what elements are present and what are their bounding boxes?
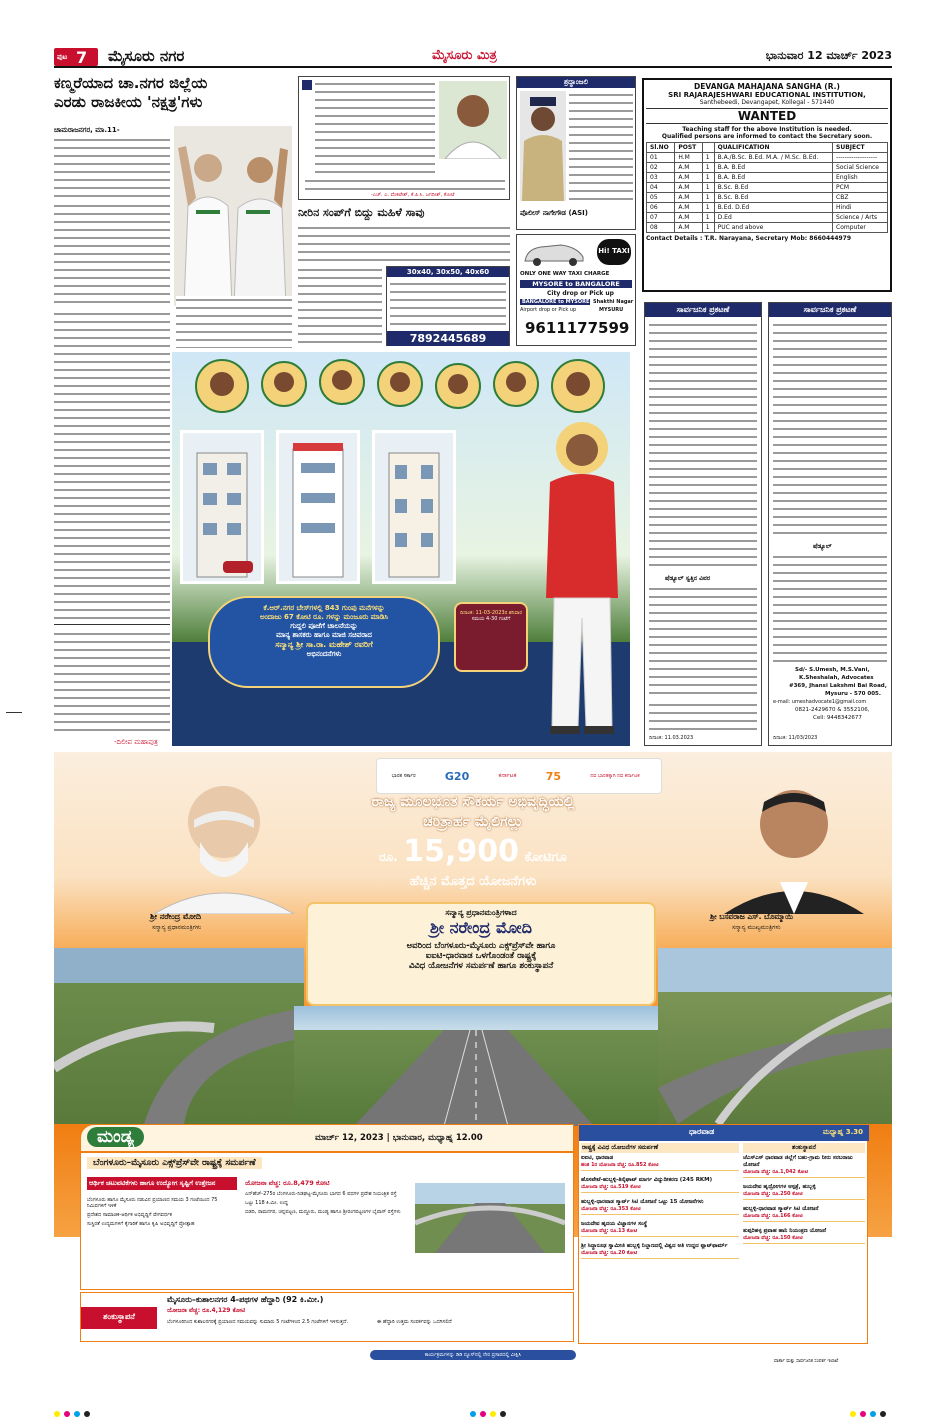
fold-mark [6, 712, 22, 713]
taxi-line7: MYSURU [599, 307, 624, 313]
table-row [647, 223, 888, 233]
wanted-ad [642, 78, 892, 292]
highway-thumbnail [415, 1183, 565, 1253]
highway2-bullet-1: ಬೆಂಗಳೂರಿನಿಂದ ಕುಶಾಲನಗರಕ್ಕೆ ಪ್ರಯಾಣದ ಸಮಯವನ್ನು ಸುಮಾರು 5 ಗಂಟೆಗಳಿಂದ 2.5 ಗಂಟೆಗಳಿಗೆ ಇಳಿಸುತ್ತದೆ. [167, 1319, 349, 1325]
mandya-datetime: ಮಾರ್ಚ್ 12, 2023 | ಭಾನುವಾರ, ಮಧ್ಯಾಹ್ನ 12.00 [315, 1133, 483, 1143]
housing-date: ದಿನಾಂಕ: 11-03-2023ರ ಶನಿವಾರ [460, 610, 522, 616]
project-name: ಹುಬ್ಬಳ್ಳಿ-ಧಾರವಾಡ ಸ್ಮಾರ್ಟ್ ಸಿಟಿ ಯೋಜನೆ [743, 1206, 819, 1212]
amount-value: 15,900 [403, 834, 520, 869]
lead-body-text-3 [54, 310, 170, 622]
quote-icon [302, 80, 312, 90]
mandya-title: ಮಂಡ್ಯ [87, 1127, 144, 1147]
table-row [647, 153, 888, 163]
lead-dateline: ಚಾಮರಾಜನಗರ, ಮಾ.11- [54, 126, 120, 134]
table-cell: PCM [833, 183, 888, 193]
list-item [581, 1221, 739, 1237]
table-row [647, 213, 888, 223]
expressway-photo-left [54, 948, 304, 1124]
table-cell: B.Sc. B.Ed [714, 183, 832, 193]
list-item: ಪ್ರದೇಶದ ಸಾಮಾಜಿಕ-ಆರ್ಥಿಕ ಅಭಿವೃದ್ಧಿಗೆ ವೇಗವರ್ಧಕ [87, 1212, 172, 1218]
registration-dots [54, 1402, 94, 1421]
housing-text-6: ಅಭಿನಂದನೆಗಳು [306, 650, 342, 658]
list-item: ಬಿಡದಿ, ರಾಮನಗರ, ಚನ್ನಪಟ್ಟಣ, ಮದ್ದೂರು, ಮಂಡ್ಯ ಹಾಗೂ ಶ್ರೀರಂಗಪಟ್ಟಣಗಳ ಬೈಪಾಸ್ ರಸ್ತೆಗಳು [245, 1209, 401, 1215]
amount-suffix: ಕೋಟಿಗೂ [524, 850, 567, 865]
building-render-1 [180, 430, 264, 584]
project-name: ಜಯದೇವ ಹೃದಯ ವಿಜ್ಞಾನಗಳ ಸಂಸ್ಥೆ [581, 1221, 648, 1227]
table-row [647, 203, 888, 213]
notice1-body-text [649, 321, 757, 571]
project-cost: ಯೋಜನಾ ವೆಚ್ಚ: ರೂ.250 ಕೋಟಿ [743, 1191, 803, 1197]
table-row [647, 193, 888, 203]
housing-text-4: ಮಾನ್ಯ ಶಾಸಕರು ಹಾಗೂ ಮಾಜಿ ಸಚಿವರಾದ [276, 631, 372, 639]
table-cell: 1 [702, 163, 714, 173]
taxi-line6: Shakthi Nagar [593, 299, 634, 305]
quote-body-text-2 [305, 177, 505, 191]
lead-divider [54, 624, 170, 625]
housing-congratulation-ad [172, 352, 630, 746]
project-name: ಜಯದೇವ ಹೃದ್ರೋಗಗಳ ಆಸ್ಪತ್ರೆ, ಹುಬ್ಬಳ್ಳಿ [743, 1184, 816, 1190]
housing-text-3: ಗುದ್ದಲಿ ಪೂಜೆಗೆ ಚಾಲನೆಯನ್ನು [290, 622, 358, 630]
table-cell: PUC and above [714, 223, 832, 233]
table-cell: A.M [675, 203, 702, 213]
amount-line [54, 834, 892, 869]
center-line-2: ಶ್ರೀ ನರೇಂದ್ರ ಮೋದಿ [429, 918, 533, 937]
project-name: ಐಐಟಿ, ಧಾರವಾಡ [581, 1155, 614, 1161]
politician-photo [439, 81, 507, 159]
highway2-bullet-2: ಈ ಹೆದ್ದಾರಿ ಉತ್ತಮ ಸಂಪರ್ಕವನ್ನು ಒದಗಿಸಲಿದೆ [377, 1319, 452, 1325]
news2-headline: ನೀರಿನ ಸಂಪ್‌ಗೆ ಬಿದ್ದು ಮಹಿಳೆ ಸಾವು [298, 206, 425, 219]
news2-body-text-3 [176, 296, 292, 348]
list-item [743, 1228, 865, 1244]
building-render-2 [276, 430, 360, 584]
dedication-list [581, 1155, 739, 1265]
page-label: ಪುಟ [57, 53, 68, 61]
masthead: ಮೈಸೂರು ಮಿತ್ರ [432, 48, 497, 63]
table-cell: 1 [702, 193, 714, 203]
table-header-cell: POST [675, 143, 702, 153]
news2-continued [176, 296, 294, 348]
logo-strip [376, 758, 662, 794]
highway2-cost: ಯೋಜನಾ ವೆಚ್ಚ: ರೂ.4,129 ಕೋಟಿ [167, 1307, 245, 1314]
center-line-5: ವಿವಿಧ ಯೋಜನೆಗಳ ಸಮರ್ಪಣೆ ಹಾಗೂ ಶಂಕುಸ್ಥಾಪನೆ [408, 961, 554, 971]
amount-line-2: ಹೆಚ್ಚಿನ ಮೊತ್ತದ ಯೋಜನೆಗಳು [409, 874, 537, 889]
public-notice-1 [644, 302, 762, 746]
table-cell: ------------------- [833, 153, 888, 163]
car-image [521, 239, 587, 267]
table-cell: A.M [675, 183, 702, 193]
table-cell: Hindi [833, 203, 888, 213]
taxi-line5: Airport drop or Pick up [520, 307, 577, 313]
table-cell: Computer [833, 223, 888, 233]
page-header [54, 46, 892, 68]
table-cell: B.A. B.Ed [714, 173, 832, 183]
wanted-title: WANTED [646, 108, 888, 124]
lead-byline: -ದಿಲೀಪ ಮಹಾಪುತ್ರ [114, 738, 158, 746]
table-header-cell [702, 143, 714, 153]
obituary-title: ಶ್ರದ್ಧಾಂಜಲಿ [517, 77, 635, 88]
notice2-phones: 0821-2429670 & 3552106, [795, 707, 870, 713]
lead-body-text-2 [54, 202, 170, 306]
notice2-date: ದಿನಾಂಕ: 11/03/2023 [773, 735, 818, 741]
project-name: ಶ್ರೀ ಸಿದ್ಧಾರೂಢ ಸ್ವಾಮೀಜಿ ಹುಬ್ಬಳ್ಳಿ ನಿಲ್ದಾಣದಲ್ಲಿ ವಿಶ್ವದ ಅತಿ ಉದ್ದದ ಪ್ಲಾಟ್‌ಫಾರ್ಮ್ [581, 1243, 728, 1249]
quote-body-text [315, 80, 435, 176]
wanted-address: Santhebeedi, Devangapet, Kollegal - 571440 [699, 99, 835, 106]
housing-text-5: ಸನ್ಮಾನ್ಯ ಶ್ರೀ ಸಾ.ರಾ. ಮಹೇಶ್ ರವರಿಗೆ [275, 640, 373, 649]
page-number-badge [54, 48, 98, 66]
table-cell: A.M [675, 173, 702, 183]
news-column [298, 76, 510, 346]
table-row [647, 163, 888, 173]
issue-date: ಭಾನುವಾರ 12 ಮಾರ್ಚ್ 2023 [765, 49, 892, 62]
center-line-4: ಐಐಟಿ-ಧಾರವಾಡ ಒಳಗೊಂಡಂತೆ ರಾಷ್ಟ್ರಕ್ಕೆ [425, 951, 537, 961]
leaders-photo [174, 126, 292, 306]
pm-role: ಸನ್ಮಾನ್ಯ ಪ್ರಧಾನಮಂತ್ರಿಗಳು [152, 924, 202, 931]
officer-name: ಪೊಲೀಸ್ ನಾಗೇಗೌಡ (ASI) [520, 209, 588, 217]
table-cell: 08 [647, 223, 675, 233]
officer-photo [520, 91, 566, 201]
table-cell: Science / Arts [833, 213, 888, 223]
mandya-section [80, 1152, 574, 1290]
dharwad-time: ಮಧ್ಯಾಹ್ನ 3.30 [822, 1128, 863, 1136]
wanted-table [646, 142, 888, 233]
lead-body-text-5 [54, 630, 170, 734]
table-cell: Social Science [833, 163, 888, 173]
sites-sizes: 30x40, 30x50, 40x60 [387, 267, 509, 277]
expressway-title: ಬೆಂಗಳೂರು–ಮೈಸೂರು ಎಕ್ಸ್‌ಪ್ರೆಸ್‌ವೇ ರಾಷ್ಟ್ರಕ್ಕೆ ಸಮರ್ಪಣೆ [87, 1157, 262, 1169]
dharwad-header [579, 1125, 869, 1141]
dharwad-section [578, 1124, 868, 1344]
table-cell: D.Ed [714, 213, 832, 223]
project-cost: ಹಂತ 1ರ ಯೋಜನಾ ವೆಚ್ಚ: ರೂ.852 ಕೋಟಿ [581, 1162, 659, 1168]
list-item [581, 1155, 739, 1171]
wanted-note2: Qualified persons are informed to contact the Secretary soon. [661, 133, 873, 140]
registration-dots-3 [850, 1402, 890, 1421]
table-header-cell: SUBJECT [833, 143, 888, 153]
news2-body-text [298, 224, 510, 262]
table-cell: 1 [702, 183, 714, 193]
table-cell: 1 [702, 223, 714, 233]
table-cell: A.M [675, 163, 702, 173]
azadi-75-logo: 75 [545, 769, 562, 783]
table-cell: 02 [647, 163, 675, 173]
table-cell: 1 [702, 213, 714, 223]
dharwad-title: ಧಾರವಾಡ [689, 1127, 715, 1136]
project-cost: ಯೋಜನಾ ವೆಚ್ಚ: ರೂ.1,042 ಕೋಟಿ [743, 1169, 808, 1175]
list-item [743, 1206, 865, 1222]
project-name: ಹುಬ್ಬಳ್ಳಿ-ಧಾರವಾಡ ಸ್ಮಾರ್ಟ್ ಸಿಟಿ ಯೋಜನೆ ಒಟ್ಟು 15 ಯೋಜನೆಗಳು [581, 1199, 704, 1205]
list-item: ಸುಸ್ಥಿರತೆ ಉದ್ಯಮಗಳಿಗೆ ಕೈಗಾರಿಕೆ ಹಾಗೂ ಕೃಷಿ ಅಭಿವೃದ್ಧಿಗೆ ಪ್ರೋತ್ಸಾಹ [87, 1221, 195, 1227]
wanted-org1: DEVANGA MAHAJANA SANGHA (R.) [694, 82, 840, 91]
highway2-title: ಮೈಸೂರು–ಕುಶಾಲನಗರ 4-ಪಥಗಳ ಹೆದ್ದಾರಿ (92 ಕಿ.ಮೀ.) [167, 1295, 324, 1304]
wanted-note1: Teaching staff for the above Institution is needed. [682, 126, 852, 133]
taxi-ad [516, 234, 636, 346]
notice1-schedule-text [649, 585, 757, 695]
building-render-3 [372, 430, 456, 584]
sites-phone: 7892445689 [387, 331, 509, 346]
nava-karnataka-logo: ನವ ಭಾರತಕ್ಕಾಗಿ ನವ ಕರ್ನಾಟಕ [590, 773, 640, 779]
list-item [743, 1184, 865, 1200]
list-item [581, 1199, 739, 1215]
table-row [647, 183, 888, 193]
page-number: 7 [76, 48, 88, 67]
list-item [581, 1177, 739, 1193]
table-header-cell: QUALIFICATION [714, 143, 832, 153]
table-cell: 1 [702, 153, 714, 163]
emblem-icon: ಭಾರತ ಸರ್ಕಾರ [391, 773, 416, 779]
table-cell: 1 [702, 203, 714, 213]
mandya-banner [80, 1124, 574, 1152]
foundation-section [80, 1292, 574, 1342]
notice1-schedule: ಷೆಡ್ಯೂಲ್ ಸ್ವತ್ತಿನ ವಿವರ [665, 575, 710, 582]
center-line-3: ಅವರಿಂದ ಬೆಂಗಳೂರು-ಮೈಸೂರು ಎಕ್ಸ್‌ಪ್ರೆಸ್‌ವೇ ಹಾಗೂ [406, 941, 556, 951]
pm-name: ಶ್ರೀ ನರೇಂದ್ರ ಮೋದಿ [150, 912, 202, 921]
govt-headline-2: ಚರಿತ್ರಾರ್ಹ ಮೈಲಿಗಲ್ಲು [423, 814, 523, 830]
housing-main-banner [208, 596, 440, 688]
notice2-body-text [773, 321, 887, 539]
table-cell: 05 [647, 193, 675, 203]
notice2-schedule: ಷೆಡ್ಯೂಲ್ [813, 543, 832, 550]
notice2-address1: #369, Jhansi Lakshmi Bai Road, [789, 683, 887, 689]
housing-date-box [454, 602, 528, 672]
list-item: ಎನ್‌ಹೆಚ್-275ರ ಬೆಂಗಳೂರು-ನಿಡಘಟ್ಟ-ಮೈಸೂರು ಭಾಗದ 6 ಪಥಗಳ ಪ್ರವೇಶ ನಿಯಂತ್ರಿತ ರಸ್ತೆ [245, 1191, 397, 1197]
table-cell: 03 [647, 173, 675, 183]
taxi-line1: ONLY ONE WAY TAXI CHARGE [520, 271, 610, 277]
sites-ad-text [390, 280, 506, 328]
table-cell: CBZ [833, 193, 888, 203]
table-cell: B.A. B.Ed [714, 163, 832, 173]
table-cell: 01 [647, 153, 675, 163]
project-cost: ಯೋಜನಾ ವೆಚ್ಚ: ರೂ.20 ಕೋಟಿ [581, 1250, 638, 1256]
table-cell: A.M [675, 193, 702, 203]
project-cost: ಯೋಜನಾ ವೆಚ್ಚ: ರೂ.166 ಕೋಟಿ [743, 1213, 803, 1219]
housing-text-1: ಕೆ.ಆರ್.ನಗರ ಬೇಸ್‌ಗಳಲ್ಲಿ 843 ಗುಂಪು ಮನೆಗಳನ್ನು [263, 604, 385, 612]
table-cell: A.M [675, 213, 702, 223]
mla-portrait [532, 418, 628, 738]
g20-logo: G20 [444, 769, 470, 783]
cm-role: ಸನ್ಮಾನ್ಯ ಮುಖ್ಯಮಂತ್ರಿಗಳು [732, 924, 781, 931]
taxi-line3: City drop or Pick up [547, 290, 614, 297]
sites-ad [386, 266, 510, 346]
table-cell: B.Ed. D.Ed [714, 203, 832, 213]
foundation-head: ಶಂಕುಸ್ಥಾಪನೆ [743, 1143, 865, 1153]
notice1-title: ಸಾರ್ವಜನಿಕ ಪ್ರಕಟಣೆ [645, 303, 761, 317]
expressway-cost: ಯೋಜನಾ ವೆಚ್ಚ: ರೂ.8,479 ಕೋಟಿ [245, 1179, 330, 1187]
lead-headline-2: ಎರಡು ರಾಜಕೀಯ 'ನಕ್ಷತ್ರ'ಗಳು [54, 93, 203, 111]
amount-prefix: ರೂ. [379, 850, 398, 864]
foundation-list [743, 1155, 865, 1250]
karnataka-logo: ಕರ್ನಾಟಕ [498, 772, 517, 779]
table-cell: 06 [647, 203, 675, 213]
list-item [581, 1243, 739, 1259]
foundation-tag: ಶಂಕುಸ್ಥಾಪನೆ [81, 1307, 157, 1329]
registration-dots-2 [470, 1402, 510, 1421]
news2-body-text-2 [298, 266, 382, 346]
quote-caption: -ಎಚ್. ಎ. ವೆಂಕಟೇಶ್, ಕೆ.ಪಿ.ಸಿ. ಜಗದೀಶ್, ಕೋಟೆ [371, 192, 455, 198]
taxi-phone: 9611177599 [525, 319, 630, 337]
section-title: ಮೈಸೂರು ನಗರ [108, 47, 185, 65]
dedication-head: ರಾಷ್ಟ್ರಕ್ಕೆ ವಿವಿಧ ಯೋಜನೆಗಳ ಸಮರ್ಪಣೆ [581, 1143, 739, 1153]
notice2-schedule-text [773, 553, 887, 663]
table-cell: A.M [675, 223, 702, 233]
table-cell: H.M [675, 153, 702, 163]
list-item: ಬೆಂಗಳೂರು ಹಾಗೂ ಮೈಸೂರು ನಡುವಿನ ಪ್ರಯಾಣದ ಸಮಯ 3 ಗಂಟೆಯಿಂದ 75 ನಿಮಿಷಗಳಿಗೆ ಇಳಿಕೆ [87, 1197, 218, 1209]
project-name: ಜೆಎಸ್‌ಎಸ್ ಧಾರವಾಡ ಜಿಲ್ಲೆಗೆ ಬಹು-ಗ್ರಾಮ ನೀರು ಸರಬರಾಜು ಯೋಜನೆ [743, 1155, 853, 1168]
quote-box [298, 76, 510, 200]
expressway-photo-center [294, 1006, 658, 1126]
lead-headline-1: ಕಣ್ಮರೆಯಾದ ಚಾ.ನಗರ ಜಿಲ್ಲೆಯ [54, 74, 208, 92]
notice2-lawyers2: K.Sheshalah, Advocates [799, 675, 874, 681]
dept-name: ವಾರ್ತಾ ಮತ್ತು ಸಾರ್ವಜನಿಕ ಸಂಪರ್ಕ ಇಲಾಖೆ [774, 1359, 839, 1364]
notice2-title: ಸಾರ್ವಜನಿಕ ಪ್ರಕಟಣೆ [769, 303, 891, 317]
govt-headline-1: ರಾಜ್ಯ ಮೂಲಭೂತ ಸೌಕರ್ಯ ಅಭಿವೃದ್ಧಿಯಲ್ಲಿ [371, 794, 575, 810]
project-name: ಹೊಸಪೇಟೆ-ಹುಬ್ಬಳ್ಳಿ-ತಿನೈಘಾಟ್ ಮಾರ್ಗ ವಿದ್ಯುದೀಕರಣ (245 RKM) [581, 1177, 713, 1183]
left-bullets [87, 1197, 237, 1227]
expressway-bullets [245, 1191, 405, 1215]
obituary-text [569, 91, 633, 201]
government-ad [54, 752, 892, 1374]
taxi-line2: MYSORE to BANGALORE [520, 280, 632, 288]
table-header-row [647, 143, 888, 153]
table-cell: English [833, 173, 888, 183]
notice2-lawyers: Sd/- S.Umesh, M.S.Vani, [795, 667, 870, 673]
project-cost: ಯೋಜನಾ ವೆಚ್ಚ: ರೂ.519 ಕೋಟಿ [581, 1184, 641, 1190]
table-cell: 04 [647, 183, 675, 193]
notice2-cell: Cell: 9448342677 [813, 715, 862, 721]
notice2-address2: Mysuru - 570 005. [825, 691, 881, 697]
notice1-date: ದಿನಾಂಕ: 11.03.2023 [649, 735, 694, 741]
table-row [647, 173, 888, 183]
dedication-box [306, 902, 656, 1006]
notice2-email: e-mail: umeshadvocate1@gmail.com [773, 699, 867, 705]
center-line-1: ಸನ್ಮಾನ್ಯ ಪ್ರಧಾನಮಂತ್ರಿಗಳಾದ [445, 908, 517, 917]
housing-time: ಸಮಯ 4-30 ಗಂಟೆಗೆ [471, 616, 511, 622]
leaders-row [192, 356, 612, 418]
cm-name: ಶ್ರೀ ಬಸವರಾಜ ಎಸ್. ಬೊಮ್ಮಾಯಿ [710, 912, 794, 921]
economic-box: ಆರ್ಥಿಕ ಚಟುವಟಿಕೆಗಳು ಹಾಗೂ ಉದ್ಯೋಗ ಸೃಷ್ಟಿಗೆ ಉತ್ತೇಜನ [87, 1177, 237, 1190]
obituary-box [516, 76, 636, 230]
taxi-line4: BANGALORE to MYSORE [522, 299, 590, 305]
list-item [743, 1155, 865, 1178]
table-cell: B.Sc. B.Ed [714, 193, 832, 203]
housing-text-2: ಅಂದಾಜು 67 ಕೋಟಿ ರೂ. ಗಳನ್ನು ಮಂಜೂರು ಮಾಡಿಸಿ [259, 613, 389, 621]
table-cell: 07 [647, 213, 675, 223]
wanted-org2: SRI RAJARAJESHWARI EDUCATIONAL INSTITUTION, [668, 91, 866, 99]
table-header-cell: Sl.NO [647, 143, 675, 153]
notice1-signature-text [649, 701, 757, 731]
public-notice-2 [768, 302, 892, 746]
project-cost: ಯೋಜನಾ ವೆಚ್ಚ: ರೂ.353 ಕೋಟಿ [581, 1206, 641, 1212]
taxi-badge: Hi! TAXI [597, 239, 631, 265]
expressway-photo-right [658, 948, 892, 1124]
table-cell: 1 [702, 173, 714, 183]
table-cell: B.A./B.Sc. B.Ed. M.A. / M.Sc. B.Ed. [714, 153, 832, 163]
project-cost: ಯೋಜನಾ ವೆಚ್ಚ: ರೂ.13 ಕೋಟಿ [581, 1228, 638, 1234]
lead-body-text [54, 136, 170, 198]
list-item: ಒಟ್ಟು 118 ಕಿ.ಮೀ. ಉದ್ದ [245, 1200, 288, 1206]
wanted-contact: Contact Details : T.R. Narayana, Secretary Mob: 8660444979 [646, 235, 852, 242]
project-name: ತುಪ್ಪರಿಹಳ್ಳ ಪ್ರವಾಹ ಹಾನಿ ನಿಯಂತ್ರಣ ಯೋಜನೆ [743, 1228, 827, 1234]
dd-footer: ಕಾರ್ಯಕ್ರಮಗಳನ್ನು ಡಿಡಿ ನ್ಯೂಸ್‌ನಲ್ಲಿ ನೇರ ಪ್ರಸಾರದಲ್ಲಿ ವೀಕ್ಷಿಸಿ [370, 1350, 576, 1360]
project-cost: ಯೋಜನಾ ವೆಚ್ಚ: ರೂ.150 ಕೋಟಿ [743, 1235, 803, 1241]
